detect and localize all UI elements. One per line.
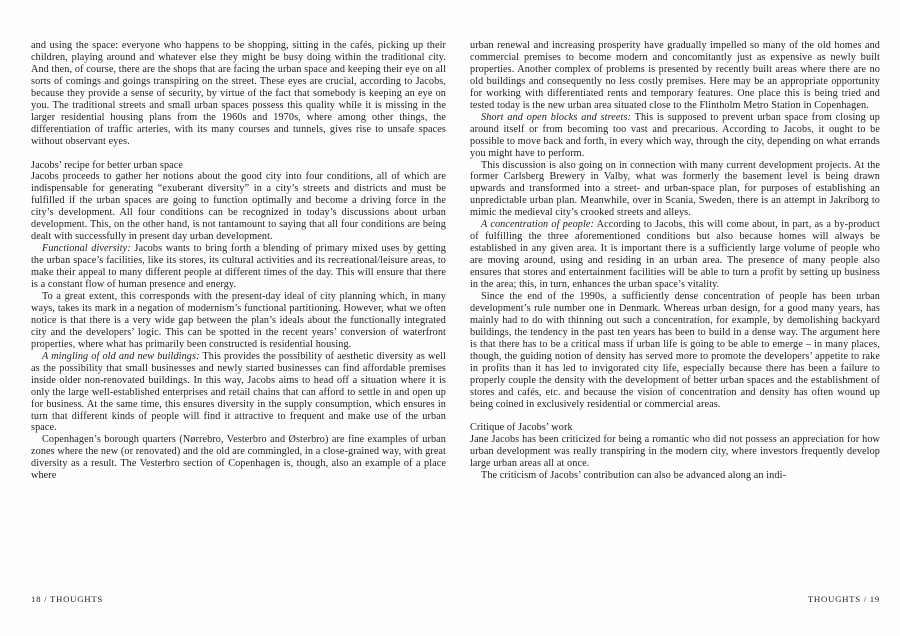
- right-text-column: [470, 40, 880, 482]
- paragraph: and using the space: everyone who happens to be shopping, sitting in the cafés, picking up their children, playing around and whatever else they might be busy doing within the traditional city. And then, of course, there are the shops that are facing the urban space and keeping their eye on all sorts of comings and goings transpiring on the street. These eyes are crucial, according to Jacobs, because they provide a sense of security, by virtue of the fact that somebody is keeping an eye on you. The traditional streets and small urban spaces possess this quality while it is missing in the larger residential housing plans from the 1960s and 1970s, where among other things, the differentiation of traffic arteries, with its many courses and tunnels, gives rise to unsafe spaces without observant eyes.: [31, 40, 446, 147]
- paragraph: [31, 351, 446, 435]
- section-heading: Critique of Jacobs’ work: [470, 422, 573, 434]
- paragraph: To a great extent, this corresponds with the present-day ideal of city planning which, in many ways, takes its mark in a negation of modernism’s functional partitioning. However, what we often notice is that there is a very wide gap between the plan’s ideals about the functionally integrated city and the developers’ logic. This can be spotted in the recent years’ conversion of waterfront properties, where what has primarily been constructed is residential housing.: [31, 291, 446, 350]
- paragraph: This discussion is also going on in connection with many current development projects. At the former Carlsberg Brewery in Valby, what was formerly the basement level is being drawn upwards and transformed into a street- and urban-space plan, for purposes of establishing an unpredictable urban plan. Meanwhile, over in Scania, Sweden, there is an attempt in Jakriborg to mimic the medieval city’s crooked streets and alleys.: [470, 159, 880, 219]
- paragraph: Jane Jacobs has been criticized for being a romantic who did not possess an appreciation for how urban development was really transpiring in the modern city, where investors frequently develop large urban areas all at once.: [470, 434, 880, 470]
- left-text-column: [31, 40, 446, 482]
- left-page-footer: 18 / THOUGHTS: [31, 594, 103, 604]
- section-heading: Jacobs’ recipe for better urban space: [31, 159, 183, 171]
- italic-lead-in: A mingling of old and new buildings:: [42, 350, 200, 362]
- right-page-footer: THOUGHTS / 19: [807, 594, 880, 604]
- italic-lead-in: Functional diversity:: [42, 243, 131, 255]
- paragraph: urban renewal and increasing prosperity have gradually impelled so many of the old homes and commercial premises to become modern and concomitantly just as expensive as newly built properties. Another complex of problems is presented by recently built areas where there are no old buildings and consequently no less costly premises. Here may be an appropriate opportunity for working with differentiated rents and temporary features. One place this is being tried and tested today is the new urban area situated close to the Flintholm Metro Station in Copenhagen.: [470, 40, 880, 111]
- paragraph: Since the end of the 1990s, a sufficiently dense concentration of people has been urban development’s rule number one in Denmark. Whereas urban design, for a good many years, has mainly had to do with thinning out such a concentration, for example, by demolishing backyard buildings, the tendency in the past ten years has been to build in a dense way. The argument here is that there has to be a critical mass if urban life is going to be able to emerge – in many places, though, the guiding notion of density has served more to promote the developers’ appetite to rake in profits than it has led to invigorated city life, especially because there has been a failure to properly couple the density with the development of better urban spaces and the establishment of stores and cafés, etc. and because the vision of concentration and density has often wound up being coined in exclusively residential or commercial areas.: [470, 291, 880, 410]
- page-right: [450, 0, 900, 636]
- paragraph: [470, 112, 880, 160]
- italic-lead-in: Short and open blocks and streets:: [481, 111, 631, 123]
- italic-lead-in: A concentration of people:: [481, 219, 595, 231]
- paragraph-text: Jacobs wants to bring forth a blending of primary mixed uses by getting the urban space’s facilities, like its stores, its cultural activities and its recreational/leisure areas, to make their appeal to many different people at different times of the day. This will ensure that there is a constant flow of human presence and energy.: [31, 243, 446, 291]
- paragraph: The criticism of Jacobs’ contribution can also be advanced along an indi-: [481, 470, 786, 482]
- paragraph-text: This provides the possibility of aesthetic diversity as well as the possibility that small businesses and newly started businesses can find affordable premises inside older non-renovated buildings. In this way, Jacobs aims to head off a situation where it is only the large well-established enterprises and retail chains that can afford to settle in and open up for business. At the same time, this ensures diversity in the supply consumption, which ensures in turn that different kinds of people will find it attractive to frequent and make use of the urban space.: [31, 350, 446, 434]
- paragraph: Jacobs proceeds to gather her notions about the good city into four conditions, all of which are indispensable for generating “exuberant diversity” in a city’s streets and districts and must be fulfilled if the urban spaces are going to function optimally and become a driving force in the city’s development. All four conditions can be recognized in today’s discussions about urban development. This, on the other hand, is not tantamount to saying that all four conditions are being dealt with successfully in present day urban development.: [31, 171, 446, 243]
- paragraph: Copenhagen’s borough quarters (Nørrebro, Vesterbro and Østerbro) are fine examples of urban zones where the new (or renovated) and the old are commingled, in a close-grained way, with great diversity as a result. The Vesterbro section of Copenhagen is, though, also an example of a place where: [31, 434, 446, 482]
- paragraph: [31, 243, 446, 291]
- paragraph: [470, 219, 880, 291]
- paragraph-text: According to Jacobs, this will come about, in part, as a by-product of fulfilling the three aforementioned conditions but also because homes will always be established in any given area. It is important there is a sufficiently large volume of people who are moving around, using and residing in an urban area. The presence of many people also ensures that stores and entertainment facilities will be able to turn a profit by setting up business in the area; this, in turn, enhances the urban space’s vitality.: [470, 219, 880, 291]
- paragraph-text: This is supposed to prevent urban space from closing up around itself or from becoming too vast and precarious. According to Jacobs, it ought to be possible to move back and forth, in every which way, through the city, depending on what errands you might have to perform.: [470, 111, 880, 159]
